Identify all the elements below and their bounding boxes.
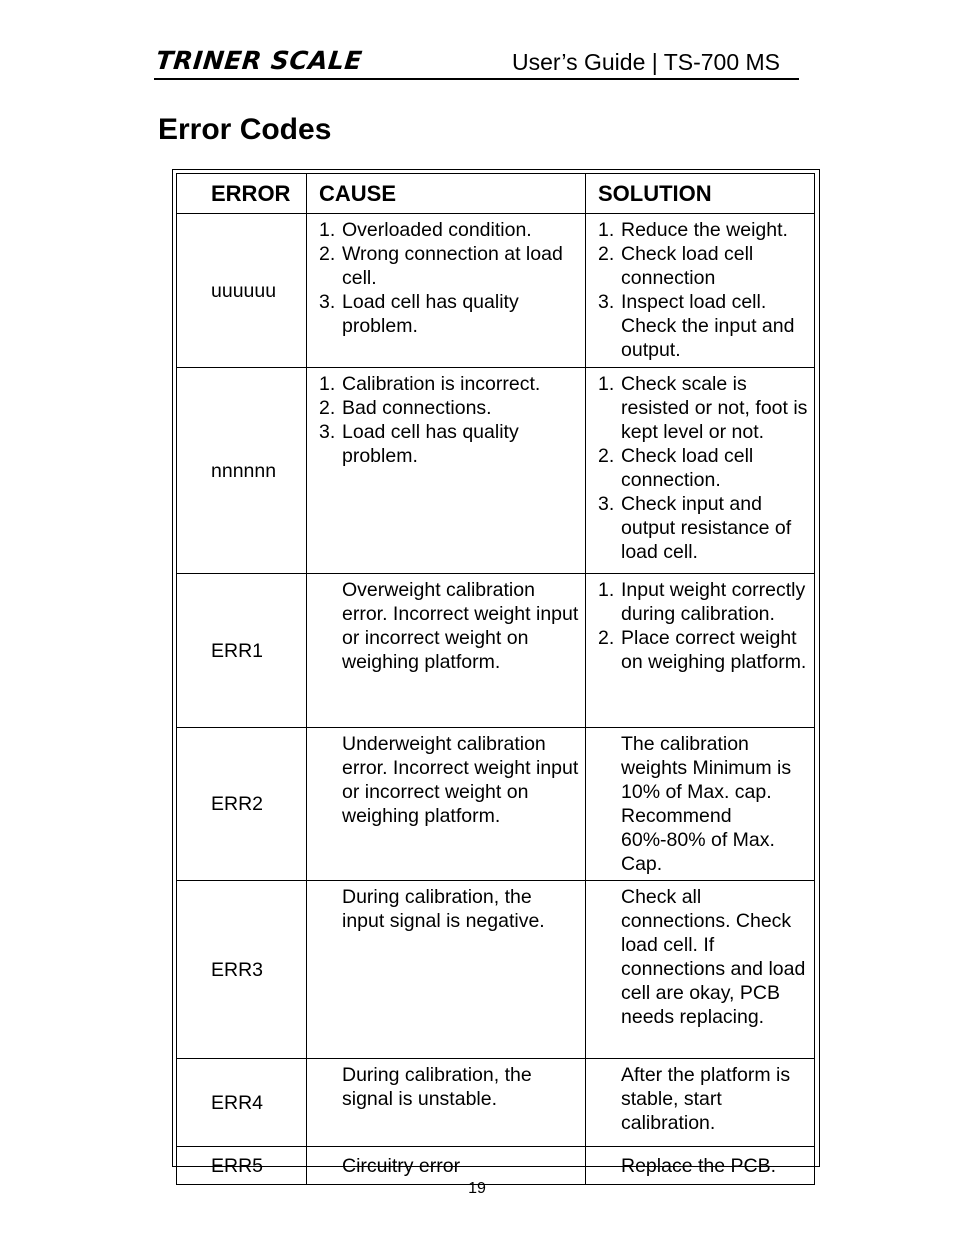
cause-text: Underweight calibration error. Incorrect weight input or incorrect weight on weighing platform. bbox=[342, 733, 579, 827]
page-number: 19 bbox=[468, 1180, 486, 1197]
error-code: ERR3 bbox=[177, 881, 307, 1059]
solution-cell bbox=[586, 1147, 815, 1185]
cause-cell bbox=[307, 574, 586, 728]
error-code: uuuuuu bbox=[177, 214, 307, 368]
error-codes-table-frame bbox=[172, 169, 820, 1177]
header-error: ERROR bbox=[177, 174, 307, 214]
solution-cell bbox=[586, 574, 815, 728]
brand-logo: TRINER SCALE bbox=[154, 46, 364, 75]
header-solution: SOLUTION bbox=[586, 174, 815, 214]
error-code: nnnnnn bbox=[177, 368, 307, 574]
solution-text: The calibration weights Minimum is 10% of Max. cap. Recommend 60%-80% of Max. Cap. bbox=[621, 733, 792, 875]
error-code: ERR5 bbox=[177, 1147, 307, 1185]
solution-cell bbox=[586, 728, 815, 881]
table-row bbox=[177, 881, 815, 1059]
cause-cell bbox=[307, 728, 586, 881]
list-item: 2. Bad connections. bbox=[319, 397, 492, 419]
list-item: 3. Inspect load cell. Check the input and output. bbox=[598, 291, 795, 361]
list-item: 3. Check input and output resistance of load cell. bbox=[598, 493, 792, 563]
cause-cell bbox=[307, 1059, 586, 1147]
cause-cell bbox=[307, 881, 586, 1059]
solution-cell bbox=[586, 368, 815, 574]
solution-text: After the platform is stable, start calibration. bbox=[621, 1064, 791, 1134]
list-item: 1. Calibration is incorrect. bbox=[319, 373, 541, 395]
table-row bbox=[177, 574, 815, 728]
list-item: 1. Reduce the weight. bbox=[598, 219, 788, 241]
list-item: 3. Load cell has quality problem. bbox=[319, 291, 519, 337]
error-code: ERR4 bbox=[177, 1059, 307, 1147]
list-item: 3. Load cell has quality problem. bbox=[319, 421, 519, 467]
table-header-row bbox=[177, 174, 815, 214]
list-item: 2. Check load cell connection bbox=[598, 243, 754, 289]
error-code: ERR1 bbox=[177, 574, 307, 728]
solution-cell bbox=[586, 1059, 815, 1147]
guide-title: User’s Guide | TS-700 MS bbox=[512, 49, 781, 75]
cause-text: Overweight calibration error. Incorrect weight input or incorrect weight on weighing platform. bbox=[342, 579, 579, 673]
page-title: Error Codes bbox=[158, 113, 332, 146]
error-codes-table bbox=[176, 173, 815, 1185]
list-item: 2. Place correct weight on weighing platform. bbox=[598, 627, 807, 673]
table-row bbox=[177, 1147, 815, 1185]
table-row bbox=[177, 1059, 815, 1147]
table-row bbox=[177, 214, 815, 368]
list-item: 2. Check load cell connection. bbox=[598, 445, 754, 491]
error-code: ERR2 bbox=[177, 728, 307, 881]
cause-text: During calibration, the signal is unstable. bbox=[342, 1064, 532, 1110]
list-item: 1. Check scale is resisted or not, foot is kept level or not. bbox=[598, 373, 808, 443]
cause-text: During calibration, the input signal is negative. bbox=[342, 886, 545, 932]
list-item: 1. Input weight correctly during calibration. bbox=[598, 579, 806, 625]
header-cause: CAUSE bbox=[307, 174, 586, 214]
table-row bbox=[177, 728, 815, 881]
list-item: 1. Overloaded condition. bbox=[319, 219, 532, 241]
cause-cell bbox=[307, 214, 586, 368]
solution-text: Check all connections. Check load cell. If connections and load cell are okay, PCB needs replacing. bbox=[621, 886, 806, 1028]
solution-text: Replace the PCB. bbox=[621, 1154, 777, 1177]
cause-cell bbox=[307, 1147, 586, 1185]
table-row bbox=[177, 368, 815, 574]
cause-text: Circuitry error bbox=[342, 1154, 461, 1177]
cause-cell bbox=[307, 368, 586, 574]
list-item: 2. Wrong connection at load cell. bbox=[319, 243, 563, 289]
solution-cell bbox=[586, 881, 815, 1059]
header-divider bbox=[154, 78, 799, 80]
solution-cell bbox=[586, 214, 815, 368]
